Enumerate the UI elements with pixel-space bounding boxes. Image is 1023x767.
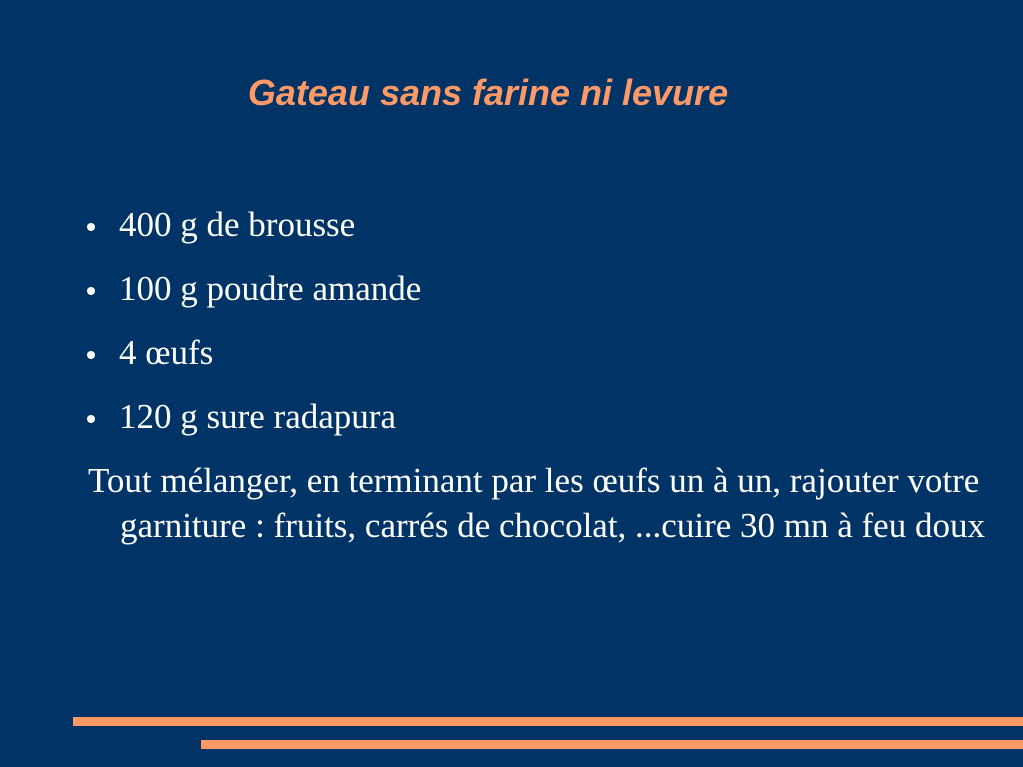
ingredient-text: 400 g de brousse — [119, 205, 356, 244]
list-item — [86, 328, 421, 392]
bullet-icon — [87, 287, 95, 295]
bullet-icon — [87, 351, 95, 359]
decorative-bar-top — [73, 717, 1023, 726]
slide-title: Gateau sans farine ni levure — [247, 72, 729, 113]
ingredient-list — [86, 200, 421, 456]
decorative-bar-bottom — [201, 740, 1023, 749]
bullet-icon — [87, 223, 95, 231]
ingredient-text: 100 g poudre amande — [119, 269, 422, 308]
instructions-text: Tout mélanger, en terminant par les œufs un à un, rajouter votre garniture : fruits, carrés de chocolat, ...cuire 30 mn à feu doux — [88, 461, 985, 545]
list-item — [86, 200, 421, 264]
list-item — [86, 392, 421, 456]
ingredient-text: 4 œufs — [119, 333, 214, 372]
list-item — [86, 264, 421, 328]
bullet-icon — [87, 415, 95, 423]
ingredient-text: 120 g sure radapura — [119, 397, 396, 436]
